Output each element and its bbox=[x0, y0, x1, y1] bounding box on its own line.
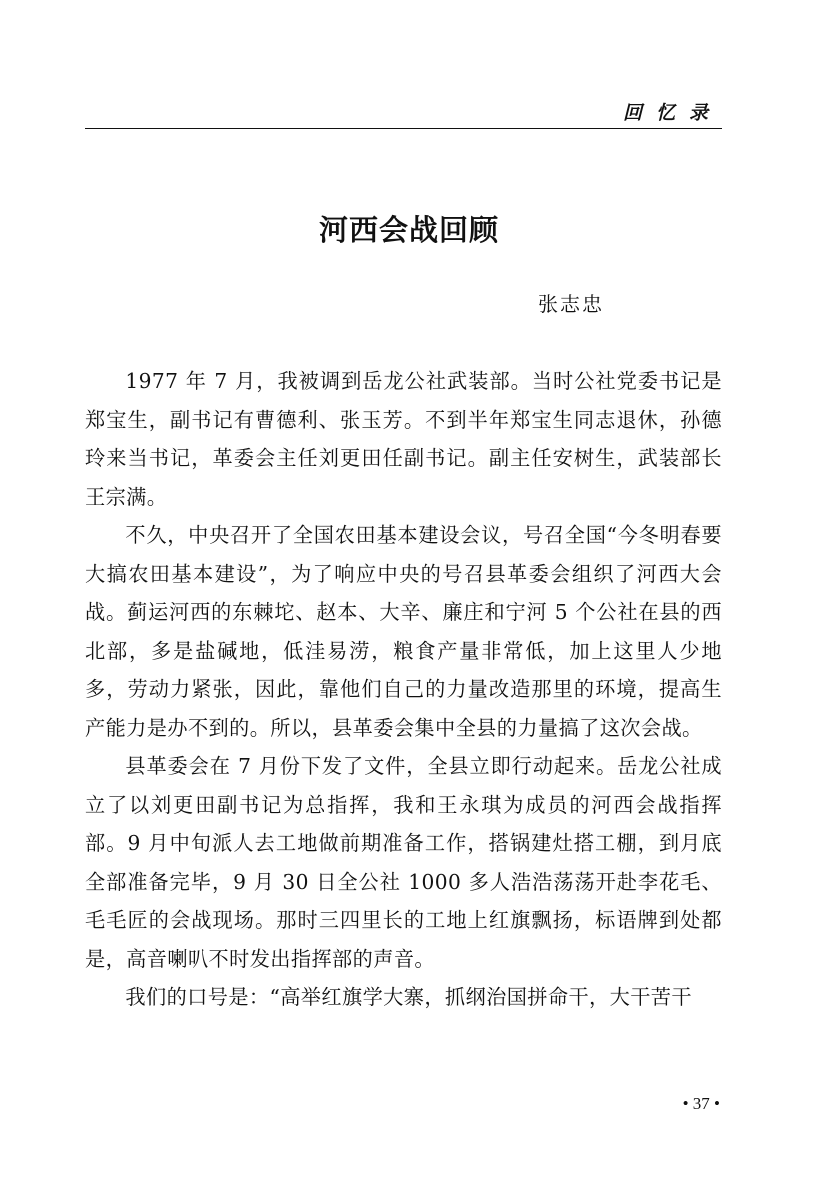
paragraph-3: 县革委会在 7 月份下发了文件，全县立即行动起来。岳龙公社成立了以刘更田副书记为总指挥，我和王永琪为成员的河西会战指挥部。9 月中旬派人去工地做前期准备工作，搭锅建灶搭工棚，到月底全部准备完毕，9 月 30 日全公社 1000 多人浩浩荡荡开赴李花毛、毛毛匠的会战现场。那时三四里长的工地上红旗飘扬，标语牌到处都是，高音喇叭不时发出指挥部的声音。 bbox=[85, 754, 722, 971]
paragraph-4: 我们的口号是：“高举红旗学大寨，抓纲治国拼命干，大干苦干 bbox=[125, 985, 692, 1009]
paragraph-2: 不久，中央召开了全国农田基本建设会议，号召全国“今冬明春要大搞农田基本建设”，为了响应中央的号召县革委会组织了河西大会战。蓟运河西的东棘坨、赵本、大辛、廉庄和宁河 5 个公社在县的西北部，多是盐碱地，低洼易涝，粮食产量非常低，加上这里人少地多，劳动力紧张，因此，靠他们自己的力量改造那里的环境，提高生产能力是办不到的。所以，县革委会集中全县的力量搞了这次会战。 bbox=[85, 523, 722, 740]
running-header: 回忆录 bbox=[622, 102, 722, 124]
paragraph-1: 1977 年 7 月，我被调到岳龙公社武装部。当时公社党委书记是郑宝生，副书记有曹德利、张玉芳。不到半年郑宝生同志退休，孙德玲来当书记，革委会主任刘更田任副书记。副主任安树生，武装部长王宗满。 bbox=[85, 369, 722, 509]
article-body bbox=[85, 362, 722, 1017]
page-number: • 37 • bbox=[682, 1094, 720, 1113]
header-rule bbox=[85, 128, 722, 129]
author-name: 张志忠 bbox=[538, 292, 604, 316]
article-title: 河西会战回顾 bbox=[318, 213, 499, 247]
